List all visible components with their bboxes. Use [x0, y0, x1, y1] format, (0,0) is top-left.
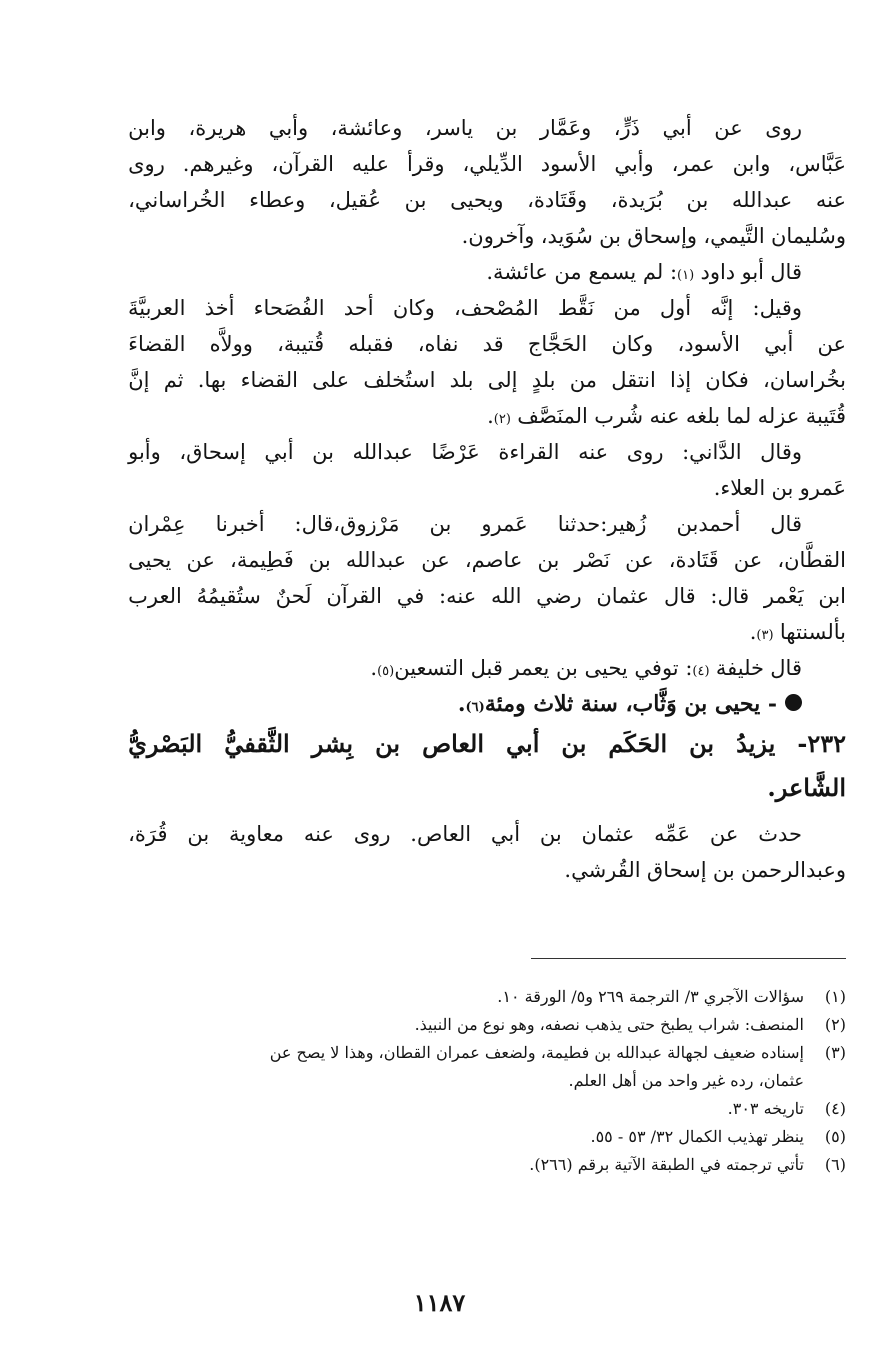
word: عنه:: [439, 584, 477, 608]
heading-word: بن: [375, 729, 401, 758]
word: عثمان: [581, 822, 635, 846]
text-line: [128, 290, 846, 326]
word: عنه: [578, 440, 609, 464]
word: بها.: [197, 368, 227, 392]
word: حدث: [758, 822, 802, 846]
footnote: [128, 1151, 846, 1179]
word: وقال: [760, 440, 802, 464]
footnote-text: [128, 1095, 804, 1123]
footnote-line: ينظر تهذيب الكمال ٣٢/ ٥٣ - ٥٥.: [590, 1127, 804, 1146]
word: قُتيبة،: [277, 332, 325, 356]
word: ثم: [163, 368, 184, 392]
word: إنَّه: [710, 296, 734, 320]
word: لَحنٌ: [275, 584, 312, 608]
word: أحمدبن: [676, 512, 741, 536]
footnote-line: إسناده ضعيف لجهالة عبدالله بن فطيمة، ولضعف عمران القطان، وهذا لا يصح عن: [269, 1043, 804, 1062]
word: أحد: [343, 296, 374, 320]
text-line: قال أبو داود (١) : لم يسمع من عائشة.: [128, 254, 846, 290]
footnote-line: تاريخه ٣٠٣.: [727, 1099, 804, 1118]
word: وعطاء: [249, 188, 306, 212]
page-number: ١١٨٧: [413, 1288, 466, 1317]
word: من: [569, 368, 597, 392]
word: وسُليمان: [771, 224, 846, 248]
text-line: بألسنتها (٣) .: [128, 614, 846, 650]
word: عن: [709, 822, 739, 846]
word: أخبرنا: [215, 512, 265, 536]
entry-heading-continued: [128, 766, 846, 810]
word: عنه: [815, 188, 846, 212]
footnote-text: [128, 983, 804, 1011]
word: ويحيى: [450, 188, 504, 212]
word: بن: [537, 548, 560, 572]
word: زُهير:حدثنا: [557, 512, 647, 536]
word: عَمِّه: [654, 822, 691, 846]
heading-word: العاص: [422, 729, 484, 758]
word: الله: [490, 584, 522, 608]
word: استُخلف: [363, 368, 436, 392]
text-tail: : توفي يحيى بن يعمر قبل التسعين: [394, 656, 693, 680]
word: عَبَّاس،: [788, 152, 846, 176]
word: ذَرٍّ،: [613, 116, 641, 140]
word: فكان: [705, 368, 749, 392]
text-line: [128, 578, 846, 614]
word: عن: [625, 548, 654, 572]
word: القضاء: [240, 368, 298, 392]
word: بن: [429, 512, 452, 536]
footnote-text: [128, 1011, 804, 1039]
word: عِمْران: [128, 512, 186, 536]
word: روى: [765, 116, 802, 140]
word: يحيى: [128, 548, 172, 572]
word: وعبدالرحمن: [741, 858, 846, 882]
word: الأسود،: [677, 332, 740, 356]
word: عَمرو: [481, 512, 528, 536]
footnote: [128, 1039, 846, 1095]
word: الدَّاني:: [682, 440, 742, 464]
footnote: [128, 983, 846, 1011]
word: بلد: [449, 368, 474, 392]
word: نفاه،: [417, 332, 459, 356]
text-line: قُتَيبة عزله لما بلغه عنه شُرب المنَصَّف (٢) .: [128, 398, 846, 434]
heading-word: أبي: [506, 729, 540, 758]
footnote-number: (٢): [824, 1015, 846, 1034]
word: أبي: [264, 440, 294, 464]
footnote-text: [128, 1151, 804, 1179]
word: أبي: [490, 822, 521, 846]
word: وقيل:: [752, 296, 802, 320]
word: مَرْزوق،قال:: [294, 512, 400, 536]
heading-word: بِشر: [311, 729, 354, 758]
word: عن: [186, 548, 215, 572]
word: في: [396, 584, 425, 608]
word: وعائشة،: [330, 116, 403, 140]
word: بن: [599, 224, 621, 248]
word: سُوَيد،: [540, 224, 593, 248]
word: وقَتَادة،: [527, 188, 588, 212]
word: عن: [421, 548, 450, 572]
word: بن: [771, 476, 794, 500]
word: عمر،: [671, 152, 715, 176]
heading-word: الحَكَم: [608, 729, 668, 758]
word: قال: [663, 584, 696, 608]
text-tail: .: [749, 620, 757, 644]
word: وابن: [128, 116, 166, 140]
footnote-number: (١): [824, 987, 846, 1006]
word: روى: [353, 822, 391, 846]
word: عبدالله: [352, 440, 413, 464]
word: العربيَّةَ: [128, 296, 186, 320]
text-line: [128, 506, 846, 542]
word: هريرة،: [188, 116, 247, 140]
word: ستُقيمُهُ: [196, 584, 261, 608]
word: انتقل: [611, 368, 656, 392]
word: وأبي: [614, 152, 654, 176]
word: خليفة: [715, 656, 764, 680]
word: بلدٍ: [531, 368, 556, 392]
word: القطَّان،: [777, 548, 846, 572]
word: وآخرون.: [461, 224, 535, 248]
text-line: [128, 326, 846, 362]
word: ياسر،: [424, 116, 474, 140]
word: فقبله: [348, 332, 394, 356]
word: الدِّيلي،: [462, 152, 523, 176]
word: قَتَادة،: [668, 548, 719, 572]
word: بألسنتها: [779, 620, 846, 644]
footnote-divider: [531, 958, 846, 959]
heading-word: ٢٣٢-: [797, 729, 846, 758]
word: عن: [714, 116, 743, 140]
word: داود: [700, 260, 736, 284]
word: بن: [312, 440, 334, 464]
word: بن: [686, 188, 709, 212]
text-line: [128, 816, 846, 852]
word: على: [312, 368, 350, 392]
word: نَصْر: [574, 548, 611, 572]
footnote-line: المنصف: شراب يطبخ حتى يذهب نصفه، وهو نوع من النبيذ.: [414, 1015, 804, 1034]
word: لما: [726, 404, 752, 428]
word: عثمان: [596, 584, 650, 608]
text-tail: .: [487, 404, 494, 428]
footnote-number: (٥): [824, 1127, 846, 1146]
word: الحَجَّاج: [527, 332, 588, 356]
footnote-text: [128, 1039, 804, 1095]
text-tail: : لم يسمع من عائشة.: [486, 260, 678, 284]
word: قال: [770, 260, 802, 284]
bullet-text: - يحيى بن وَثَّاب، سنة ثلاث ومئة: [484, 691, 777, 717]
word: عليه: [351, 152, 389, 176]
footnotes: [128, 983, 846, 1179]
word: إنَّ: [128, 368, 150, 392]
footnote-line: عثمان، رده غير واحد من أهل العلم.: [568, 1071, 804, 1090]
text-line: [128, 434, 846, 470]
word: عُقيل،: [328, 188, 382, 212]
entry-heading: [128, 722, 846, 766]
text-tail: .: [370, 656, 378, 680]
word: أبي: [764, 332, 794, 356]
word: أول: [659, 296, 692, 320]
main-text: [128, 110, 846, 888]
text-line: [128, 470, 846, 506]
word: بن: [187, 822, 210, 846]
word: الخُراساني،: [128, 188, 226, 212]
word: العرب: [128, 584, 182, 608]
word: قُرَة،: [128, 822, 168, 846]
word: وغيرهم.: [182, 152, 254, 176]
word: وعَمَّار: [539, 116, 592, 140]
text-line: [128, 852, 846, 888]
bullet-entry: - يحيى بن وَثَّاب، سنة ثلاث ومئة (٦) .: [128, 686, 846, 722]
word: إلى: [487, 368, 518, 392]
word: عن: [733, 548, 763, 572]
word: قال: [770, 656, 802, 680]
footnote: [128, 1095, 846, 1123]
word: شُرب: [594, 404, 644, 428]
word: إسحاق: [646, 858, 707, 882]
word: عنه: [303, 822, 334, 846]
text-line: [128, 182, 846, 218]
footnote-number: (٤): [824, 1099, 846, 1118]
word: وأبي: [268, 116, 309, 140]
text-line: [128, 146, 846, 182]
word: القُرشي.: [564, 858, 641, 882]
word: وولاَّه: [209, 332, 253, 356]
word: إسحاق،: [179, 440, 246, 464]
word: أبو: [741, 260, 764, 284]
word: عن: [817, 332, 846, 356]
word: أبي: [662, 116, 692, 140]
word: القراءة: [498, 440, 560, 464]
heading-word: يزيدُ: [736, 729, 776, 758]
word: عاصم،: [464, 548, 523, 572]
word: عزله: [757, 404, 800, 428]
word: بن: [712, 858, 735, 882]
word: معاوية: [228, 822, 285, 846]
heading-word: بن: [561, 729, 587, 758]
heading-word: بن: [689, 729, 715, 758]
text-line: [128, 542, 846, 578]
word: العاص.: [410, 822, 472, 846]
footnote-number: (٣): [824, 1043, 846, 1062]
word: عبدالله: [731, 188, 793, 212]
footnote-line: تأتي ترجمته في الطبقة الآتية برقم (٢٦٦).: [529, 1155, 804, 1174]
footnote-text: [128, 1123, 804, 1151]
word: أخذ: [204, 296, 235, 320]
text-line: [128, 110, 846, 146]
word: قال: [770, 512, 802, 536]
heading-word: الثَّقفيُّ: [224, 729, 290, 758]
text-line: [128, 362, 846, 398]
word: بن: [308, 548, 331, 572]
word: بُرَيدة،: [610, 188, 663, 212]
word: الأسود: [540, 152, 597, 176]
word: نَقَّط: [557, 296, 595, 320]
word: وإسحاق: [627, 224, 698, 248]
word: إذا: [670, 368, 692, 392]
footnote-line: سؤالات الآجري ٣/ الترجمة ٢٦٩ و٥/ الورقة ١٠.: [497, 987, 804, 1006]
word: من: [613, 296, 641, 320]
word: قُتَيبة: [805, 404, 846, 428]
heading-word: الشَّاعر.: [767, 773, 846, 802]
bullet-dot-icon: [785, 694, 802, 711]
footnote: [128, 1123, 846, 1151]
word: بن: [539, 822, 562, 846]
text-line: [128, 218, 846, 254]
word: القرآن،: [271, 152, 334, 176]
word: قال:: [710, 584, 750, 608]
word: رضي: [536, 584, 582, 608]
word: عبدالله: [345, 548, 407, 572]
footnote: [128, 1011, 846, 1039]
word: الفُصَحاء: [253, 296, 325, 320]
word: وابن: [732, 152, 771, 176]
word: روى: [626, 440, 664, 464]
word: المنَصَّف: [517, 404, 588, 428]
text-tail: .: [457, 691, 466, 717]
word: القضاءَ: [128, 332, 186, 356]
word: بلغه: [685, 404, 721, 428]
word: روى: [128, 152, 165, 176]
word: القرآن: [326, 584, 383, 608]
word: يَعْمر: [763, 584, 804, 608]
word: بخُراسان،: [762, 368, 846, 392]
word: العلاء.: [713, 476, 766, 500]
word: ابن: [818, 584, 846, 608]
word: المُصْحف،: [454, 296, 539, 320]
word: وكان: [392, 296, 435, 320]
footnote-number: (٦): [824, 1155, 846, 1174]
word: التَّيمي،: [703, 224, 765, 248]
text-line: قال خليفة (٤) : توفي يحيى بن يعمر قبل التسعين (٥) .: [128, 650, 846, 686]
heading-word: البَصْريُّ: [128, 729, 203, 758]
word: وقرأ: [406, 152, 445, 176]
word: وأبو: [128, 440, 161, 464]
word: عنه: [649, 404, 680, 428]
word: عَمرو: [799, 476, 846, 500]
word: بن: [404, 188, 427, 212]
word: بن: [495, 116, 518, 140]
word: عَرْضًا: [431, 440, 480, 464]
word: وكان: [611, 332, 654, 356]
word: قد: [482, 332, 504, 356]
word: فَطِيمة،: [230, 548, 294, 572]
